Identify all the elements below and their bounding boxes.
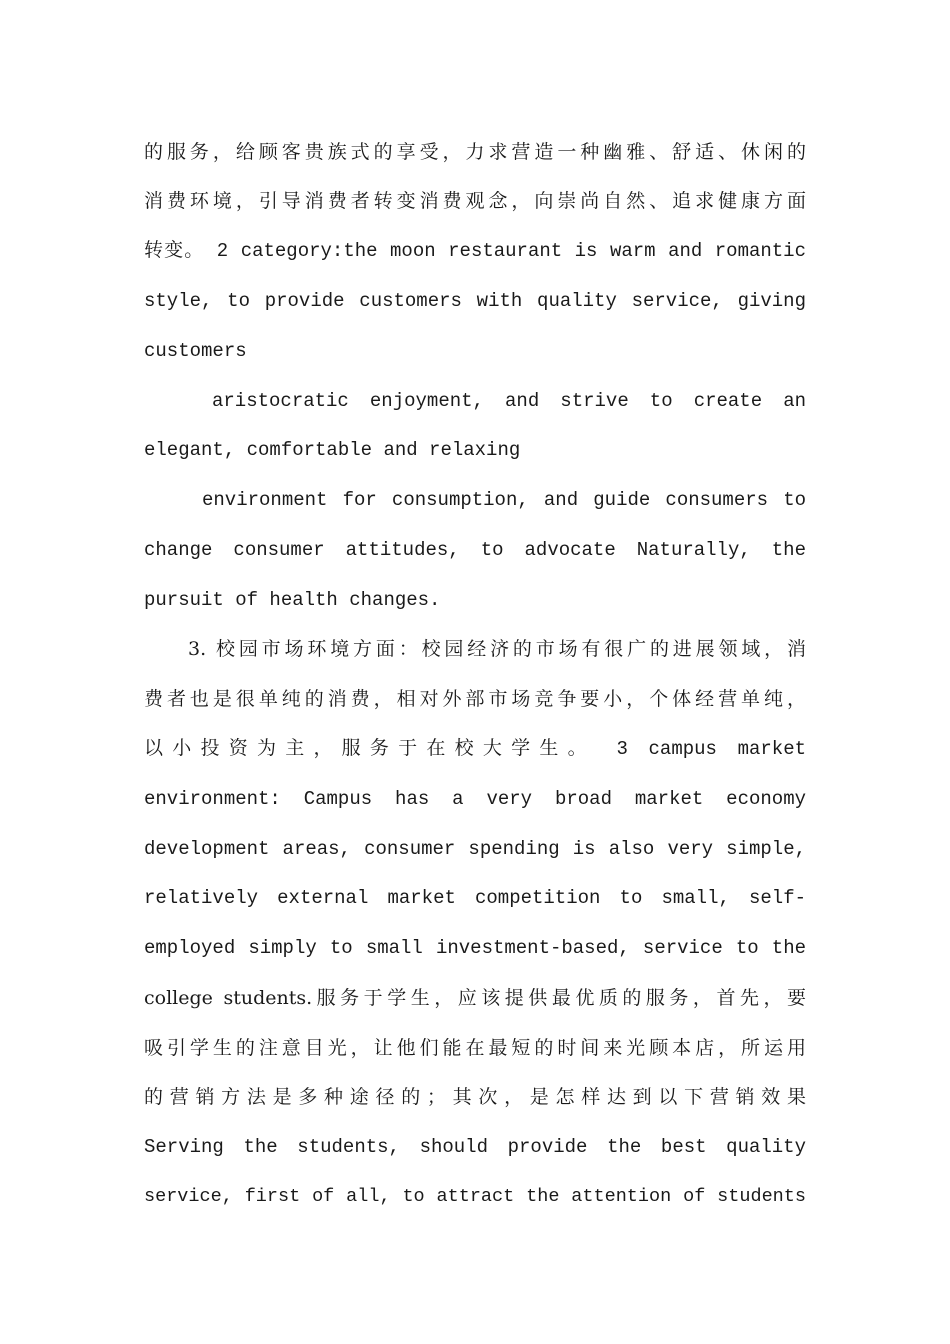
text-line: 以小投资为主，服务于在校大学生。 3 campus market: [144, 738, 806, 760]
text-line: environment: Campus has a very broad market economy: [144, 788, 806, 810]
text-line: 转变。 2 category:the moon restaurant is warm and romantic: [144, 240, 806, 262]
text-line: 吸引学生的注意目光，让他们能在最短的时间来光顾本店，所运用: [144, 1037, 806, 1059]
text-line: relatively external market competition to small, self-: [144, 887, 806, 909]
text-line: elegant, comfortable and relaxing: [144, 439, 521, 461]
text-line: college students.服务于学生，应该提供最优质的服务，首先，要: [144, 987, 806, 1009]
text-line: style, to provide customers with quality service, giving: [144, 290, 806, 312]
text-line: 费者也是很单纯的消费，相对外部市场竞争要小，个体经营单纯，: [144, 688, 806, 710]
text-line: customers: [144, 340, 247, 362]
text-line: change consumer attitudes, to advocate Naturally, the: [144, 539, 806, 561]
text-line: pursuit of health changes.: [144, 589, 441, 611]
text-line: service, first of all, to attract the attention of students: [144, 1186, 806, 1207]
text-line: employed simply to small investment-based, service to the: [144, 937, 806, 959]
text-line: aristocratic enjoyment, and strive to create an: [212, 390, 806, 412]
text-line: 3. 校园市场环境方面：校园经济的市场有很广的进展领域，消: [188, 638, 806, 660]
text-line: 消费环境，引导消费者转变消费观念，向崇尚自然、追求健康方面: [144, 190, 806, 212]
text-line: environment for consumption, and guide consumers to: [202, 489, 806, 511]
text-line: Serving the students, should provide the best quality: [144, 1136, 806, 1158]
text-line: 的服务，给顾客贵族式的享受，力求营造一种幽雅、舒适、休闲的: [144, 141, 806, 163]
text-line: development areas, consumer spending is also very simple,: [144, 838, 806, 860]
text-line: 的营销方法是多种途径的；其次，是怎样达到以下营销效果: [144, 1086, 806, 1108]
